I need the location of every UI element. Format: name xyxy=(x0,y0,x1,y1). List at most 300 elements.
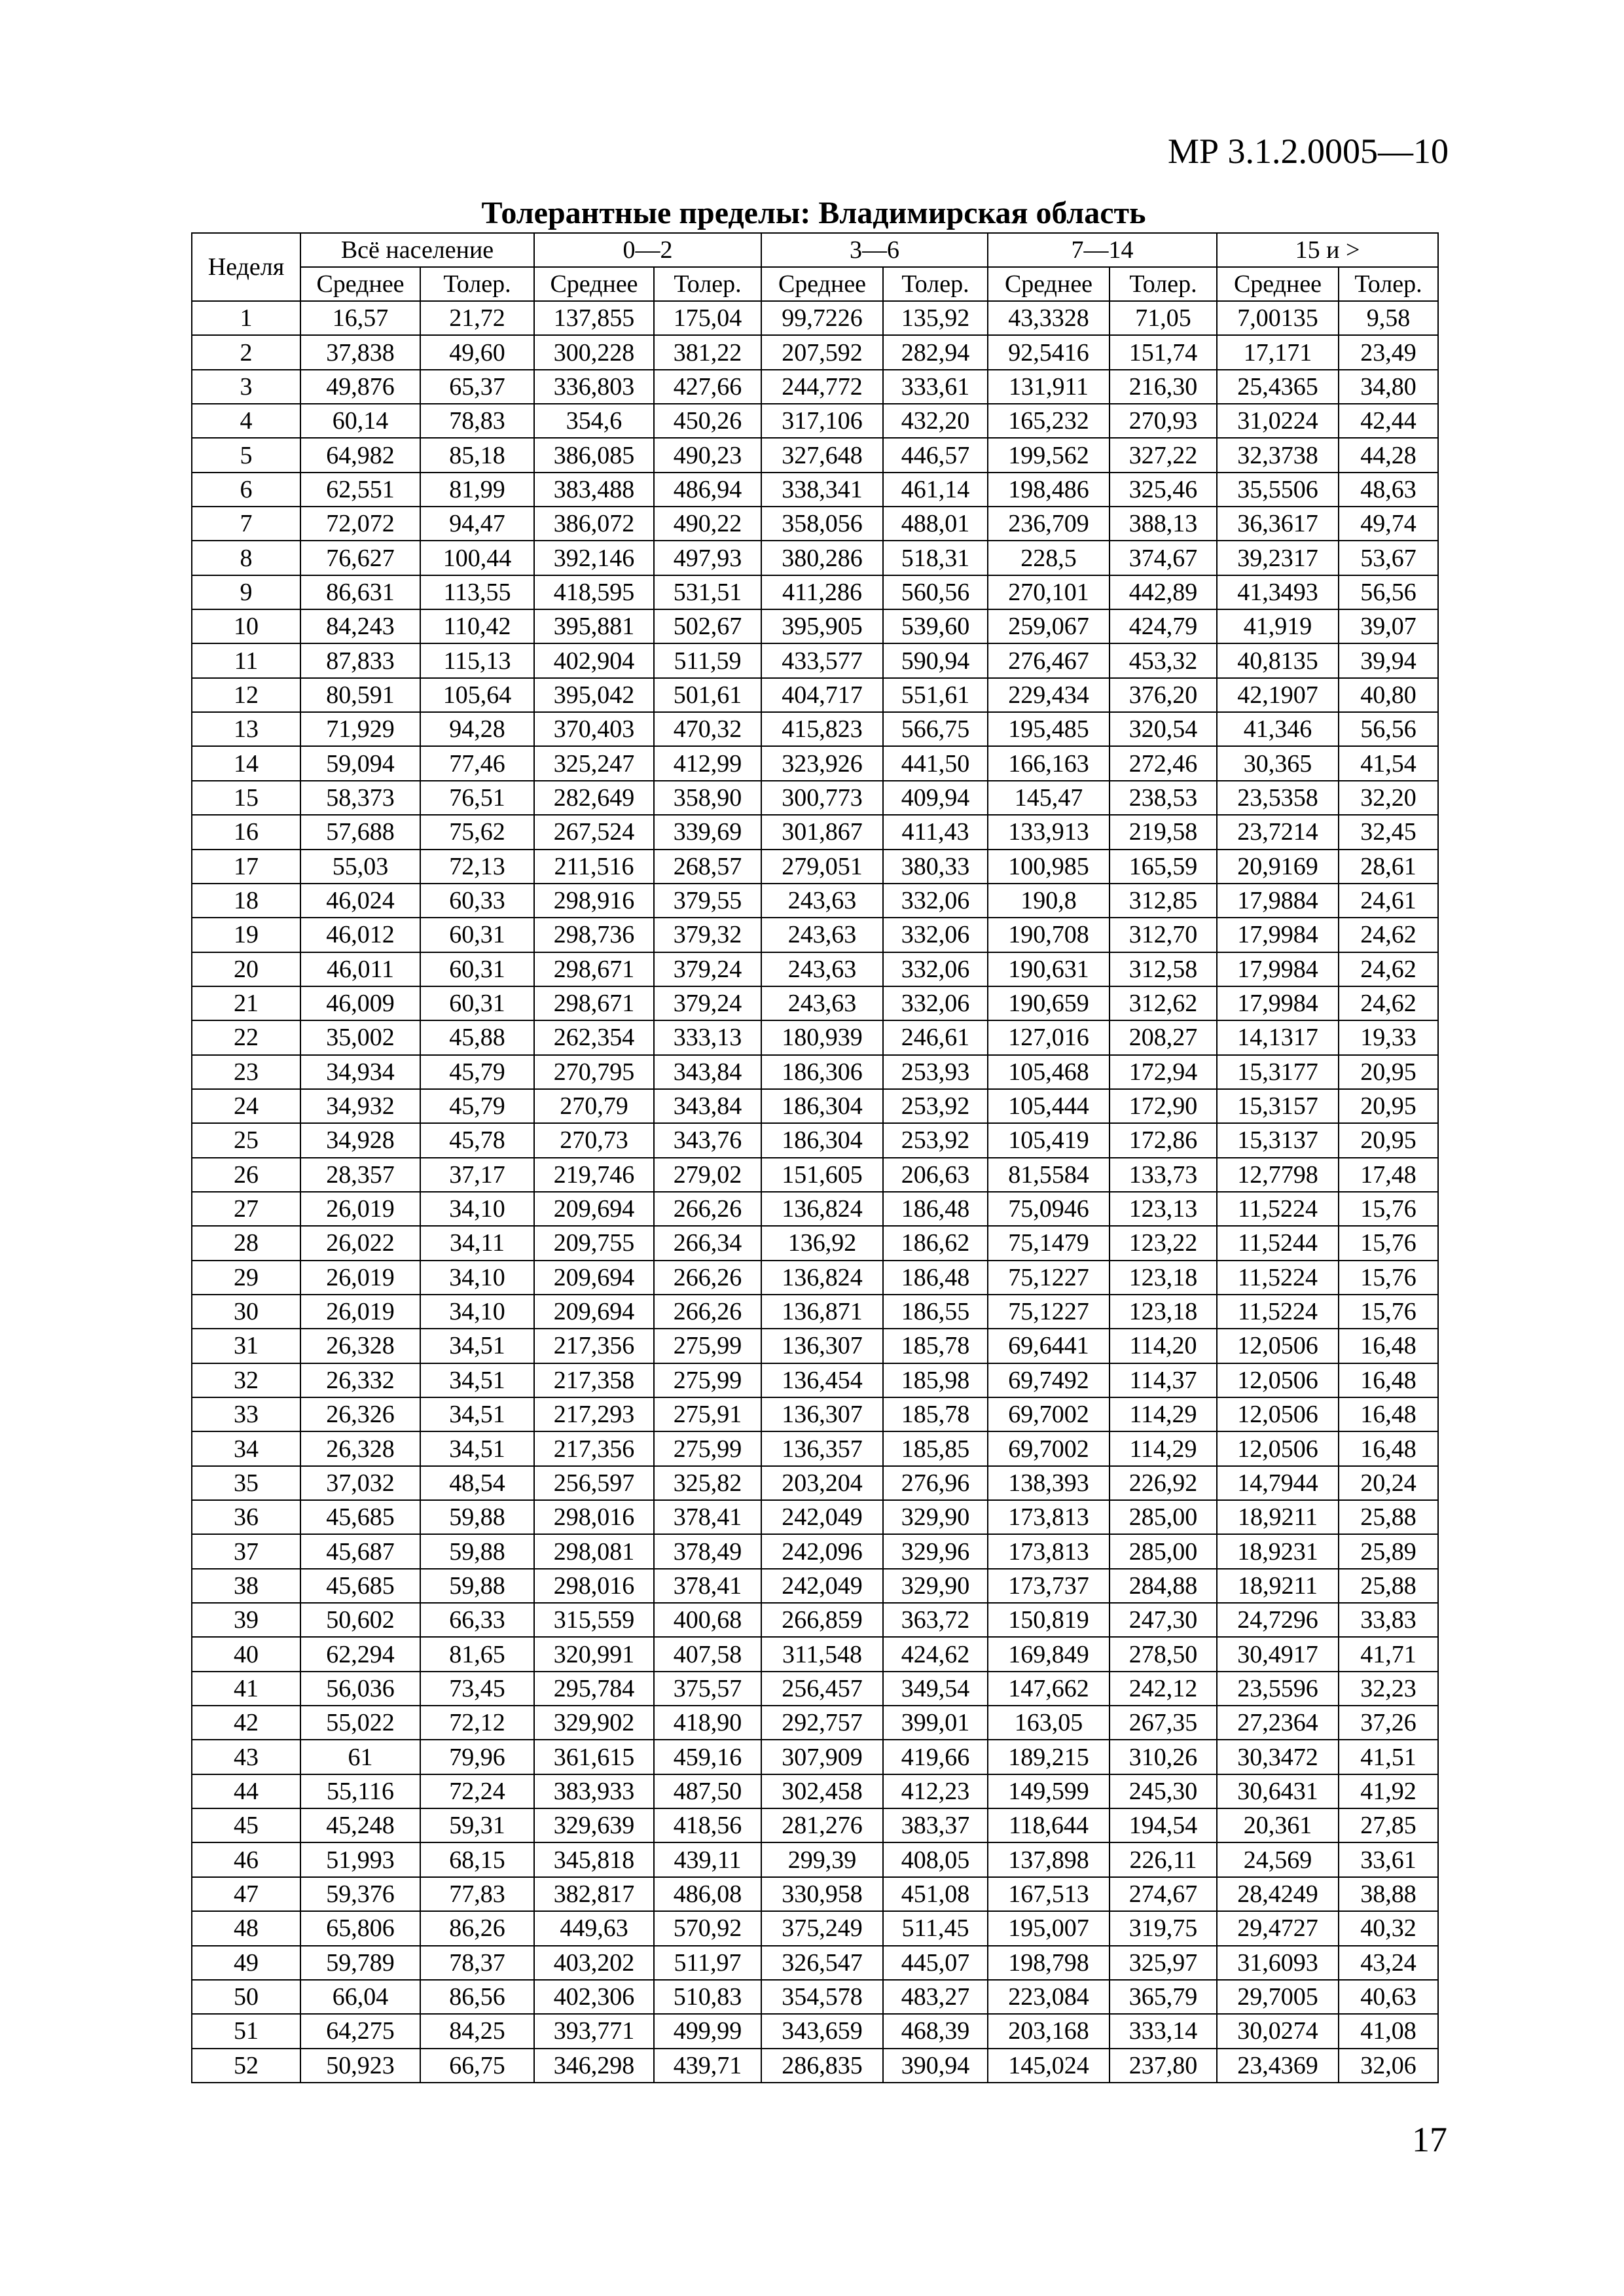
tolerance-table xyxy=(191,232,1439,2083)
value-cell: 242,12 xyxy=(1110,1672,1217,1706)
value-cell: 75,1479 xyxy=(988,1226,1110,1260)
value-cell: 274,67 xyxy=(1110,1877,1217,1911)
value-cell: 511,97 xyxy=(654,1946,761,1980)
value-cell: 446,57 xyxy=(883,438,988,472)
value-cell: 402,904 xyxy=(534,643,654,677)
group-header: Всё население xyxy=(300,233,534,267)
table-row xyxy=(192,1397,1438,1431)
value-cell: 228,5 xyxy=(988,541,1110,575)
value-cell: 320,991 xyxy=(534,1637,654,1671)
value-cell: 317,106 xyxy=(761,404,883,438)
value-cell: 487,50 xyxy=(654,1774,761,1808)
value-cell: 167,513 xyxy=(988,1877,1110,1911)
value-cell: 165,59 xyxy=(1110,850,1217,884)
value-cell: 185,78 xyxy=(883,1329,988,1363)
value-cell: 118,644 xyxy=(988,1808,1110,1842)
value-cell: 105,468 xyxy=(988,1055,1110,1089)
value-cell: 415,823 xyxy=(761,712,883,746)
value-cell: 320,54 xyxy=(1110,712,1217,746)
value-cell: 502,67 xyxy=(654,609,761,643)
value-cell: 81,99 xyxy=(420,473,534,507)
value-cell: 186,48 xyxy=(883,1192,988,1226)
table-title: Толерантные пределы: Владимирская область xyxy=(481,196,1146,230)
value-cell: 307,909 xyxy=(761,1740,883,1774)
value-cell: 488,01 xyxy=(883,507,988,541)
value-cell: 238,53 xyxy=(1110,781,1217,815)
value-cell: 325,46 xyxy=(1110,473,1217,507)
value-cell: 217,358 xyxy=(534,1363,654,1397)
table-row xyxy=(192,712,1438,746)
value-cell: 216,30 xyxy=(1110,370,1217,404)
value-cell: 325,82 xyxy=(654,1466,761,1500)
value-cell: 295,784 xyxy=(534,1672,654,1706)
value-cell: 244,772 xyxy=(761,370,883,404)
value-cell: 75,0946 xyxy=(988,1192,1110,1226)
value-cell: 46,011 xyxy=(300,952,420,986)
value-cell: 253,93 xyxy=(883,1055,988,1089)
value-cell: 259,067 xyxy=(988,609,1110,643)
value-cell: 275,91 xyxy=(654,1397,761,1431)
table-row xyxy=(192,746,1438,780)
value-cell: 267,524 xyxy=(534,815,654,849)
week-cell: 10 xyxy=(192,609,300,643)
value-cell: 531,51 xyxy=(654,575,761,609)
value-cell: 113,55 xyxy=(420,575,534,609)
week-cell: 48 xyxy=(192,1911,300,1945)
value-cell: 12,0506 xyxy=(1217,1363,1339,1397)
value-cell: 32,23 xyxy=(1339,1672,1438,1706)
value-cell: 327,648 xyxy=(761,438,883,472)
value-cell: 55,116 xyxy=(300,1774,420,1808)
value-cell: 186,304 xyxy=(761,1123,883,1157)
value-cell: 30,6431 xyxy=(1217,1774,1339,1808)
table-row xyxy=(192,507,1438,541)
value-cell: 150,819 xyxy=(988,1603,1110,1637)
value-cell: 35,5506 xyxy=(1217,473,1339,507)
table-row xyxy=(192,1980,1438,2014)
value-cell: 79,96 xyxy=(420,1740,534,1774)
week-cell: 25 xyxy=(192,1123,300,1157)
value-cell: 194,54 xyxy=(1110,1808,1217,1842)
value-cell: 145,024 xyxy=(988,2049,1110,2083)
value-cell: 48,63 xyxy=(1339,473,1438,507)
week-cell: 30 xyxy=(192,1295,300,1329)
value-cell: 17,9884 xyxy=(1217,884,1339,918)
value-cell: 34,10 xyxy=(420,1192,534,1226)
value-cell: 275,99 xyxy=(654,1431,761,1465)
value-cell: 483,27 xyxy=(883,1980,988,2014)
week-cell: 32 xyxy=(192,1363,300,1397)
value-cell: 266,26 xyxy=(654,1261,761,1295)
value-cell: 136,871 xyxy=(761,1295,883,1329)
value-cell: 11,5224 xyxy=(1217,1295,1339,1329)
week-cell: 40 xyxy=(192,1637,300,1671)
value-cell: 21,72 xyxy=(420,301,534,335)
value-cell: 383,488 xyxy=(534,473,654,507)
subheader-tolerance: Толер. xyxy=(1339,267,1438,301)
value-cell: 24,569 xyxy=(1217,1842,1339,1876)
value-cell: 186,55 xyxy=(883,1295,988,1329)
value-cell: 403,202 xyxy=(534,1946,654,1980)
week-cell: 20 xyxy=(192,952,300,986)
value-cell: 56,56 xyxy=(1339,712,1438,746)
value-cell: 133,913 xyxy=(988,815,1110,849)
group-header: 15 и > xyxy=(1217,233,1438,267)
value-cell: 32,20 xyxy=(1339,781,1438,815)
value-cell: 217,293 xyxy=(534,1397,654,1431)
value-cell: 439,11 xyxy=(654,1842,761,1876)
value-cell: 42,44 xyxy=(1339,404,1438,438)
table-row xyxy=(192,575,1438,609)
value-cell: 301,867 xyxy=(761,815,883,849)
value-cell: 339,69 xyxy=(654,815,761,849)
value-cell: 256,597 xyxy=(534,1466,654,1500)
value-cell: 186,304 xyxy=(761,1089,883,1123)
value-cell: 49,74 xyxy=(1339,507,1438,541)
value-cell: 566,75 xyxy=(883,712,988,746)
value-cell: 424,62 xyxy=(883,1637,988,1671)
value-cell: 333,14 xyxy=(1110,2014,1217,2048)
value-cell: 37,17 xyxy=(420,1158,534,1192)
value-cell: 486,94 xyxy=(654,473,761,507)
table-row xyxy=(192,609,1438,643)
week-cell: 17 xyxy=(192,850,300,884)
value-cell: 37,838 xyxy=(300,335,420,369)
value-cell: 20,95 xyxy=(1339,1089,1438,1123)
value-cell: 243,63 xyxy=(761,884,883,918)
week-cell: 12 xyxy=(192,678,300,712)
value-cell: 441,50 xyxy=(883,746,988,780)
value-cell: 25,4365 xyxy=(1217,370,1339,404)
week-cell: 24 xyxy=(192,1089,300,1123)
table-row xyxy=(192,1158,1438,1192)
value-cell: 302,458 xyxy=(761,1774,883,1808)
value-cell: 380,286 xyxy=(761,541,883,575)
group-header: 3—6 xyxy=(761,233,988,267)
value-cell: 382,817 xyxy=(534,1877,654,1911)
value-cell: 378,49 xyxy=(654,1534,761,1568)
value-cell: 282,649 xyxy=(534,781,654,815)
value-cell: 45,88 xyxy=(420,1020,534,1054)
value-cell: 209,755 xyxy=(534,1226,654,1260)
table-row xyxy=(192,850,1438,884)
value-cell: 379,32 xyxy=(654,918,761,952)
value-cell: 338,341 xyxy=(761,473,883,507)
value-cell: 23,7214 xyxy=(1217,815,1339,849)
value-cell: 424,79 xyxy=(1110,609,1217,643)
group-header-row xyxy=(192,233,1438,267)
value-cell: 123,18 xyxy=(1110,1295,1217,1329)
value-cell: 24,61 xyxy=(1339,884,1438,918)
value-cell: 404,717 xyxy=(761,678,883,712)
value-cell: 114,29 xyxy=(1110,1431,1217,1465)
value-cell: 275,99 xyxy=(654,1329,761,1363)
value-cell: 29,4727 xyxy=(1217,1911,1339,1945)
week-cell: 36 xyxy=(192,1500,300,1534)
value-cell: 40,8135 xyxy=(1217,643,1339,677)
value-cell: 242,049 xyxy=(761,1569,883,1603)
value-cell: 378,41 xyxy=(654,1569,761,1603)
value-cell: 285,00 xyxy=(1110,1534,1217,1568)
value-cell: 41,51 xyxy=(1339,1740,1438,1774)
value-cell: 59,094 xyxy=(300,746,420,780)
subheader-mean: Среднее xyxy=(988,267,1110,301)
week-cell: 42 xyxy=(192,1706,300,1740)
value-cell: 147,662 xyxy=(988,1672,1110,1706)
value-cell: 17,9984 xyxy=(1217,918,1339,952)
value-cell: 136,92 xyxy=(761,1226,883,1260)
value-cell: 409,94 xyxy=(883,781,988,815)
week-cell: 19 xyxy=(192,918,300,952)
value-cell: 285,00 xyxy=(1110,1500,1217,1534)
value-cell: 149,599 xyxy=(988,1774,1110,1808)
value-cell: 219,58 xyxy=(1110,815,1217,849)
value-cell: 86,26 xyxy=(420,1911,534,1945)
week-cell: 7 xyxy=(192,507,300,541)
value-cell: 323,926 xyxy=(761,746,883,780)
table-row xyxy=(192,918,1438,952)
value-cell: 27,85 xyxy=(1339,1808,1438,1842)
value-cell: 268,57 xyxy=(654,850,761,884)
value-cell: 267,35 xyxy=(1110,1706,1217,1740)
value-cell: 138,393 xyxy=(988,1466,1110,1500)
value-cell: 151,74 xyxy=(1110,335,1217,369)
subheader-mean: Среднее xyxy=(761,267,883,301)
table-row xyxy=(192,1055,1438,1089)
value-cell: 77,83 xyxy=(420,1877,534,1911)
value-cell: 12,0506 xyxy=(1217,1431,1339,1465)
value-cell: 26,019 xyxy=(300,1295,420,1329)
week-cell: 2 xyxy=(192,335,300,369)
value-cell: 16,48 xyxy=(1339,1397,1438,1431)
value-cell: 490,23 xyxy=(654,438,761,472)
value-cell: 15,76 xyxy=(1339,1226,1438,1260)
value-cell: 336,803 xyxy=(534,370,654,404)
value-cell: 445,07 xyxy=(883,1946,988,1980)
value-cell: 390,94 xyxy=(883,2049,988,2083)
value-cell: 78,37 xyxy=(420,1946,534,1980)
week-cell: 31 xyxy=(192,1329,300,1363)
value-cell: 49,60 xyxy=(420,335,534,369)
value-cell: 50,602 xyxy=(300,1603,420,1637)
value-cell: 253,92 xyxy=(883,1123,988,1157)
value-cell: 27,2364 xyxy=(1217,1706,1339,1740)
week-cell: 15 xyxy=(192,781,300,815)
value-cell: 226,92 xyxy=(1110,1466,1217,1500)
value-cell: 75,1227 xyxy=(988,1295,1110,1329)
week-cell: 38 xyxy=(192,1569,300,1603)
week-cell: 23 xyxy=(192,1055,300,1089)
value-cell: 59,789 xyxy=(300,1946,420,1980)
value-cell: 198,798 xyxy=(988,1946,1110,1980)
value-cell: 105,419 xyxy=(988,1123,1110,1157)
value-cell: 243,63 xyxy=(761,918,883,952)
week-cell: 37 xyxy=(192,1534,300,1568)
value-cell: 72,13 xyxy=(420,850,534,884)
table-row xyxy=(192,541,1438,575)
value-cell: 209,694 xyxy=(534,1295,654,1329)
value-cell: 330,958 xyxy=(761,1877,883,1911)
value-cell: 137,898 xyxy=(988,1842,1110,1876)
value-cell: 383,933 xyxy=(534,1774,654,1808)
value-cell: 71,929 xyxy=(300,712,420,746)
value-cell: 379,55 xyxy=(654,884,761,918)
value-cell: 114,37 xyxy=(1110,1363,1217,1397)
value-cell: 65,37 xyxy=(420,370,534,404)
value-cell: 276,467 xyxy=(988,643,1110,677)
value-cell: 136,824 xyxy=(761,1261,883,1295)
value-cell: 34,928 xyxy=(300,1123,420,1157)
value-cell: 62,551 xyxy=(300,473,420,507)
value-cell: 246,61 xyxy=(883,1020,988,1054)
table-row xyxy=(192,1226,1438,1260)
value-cell: 32,45 xyxy=(1339,815,1438,849)
value-cell: 12,0506 xyxy=(1217,1329,1339,1363)
value-cell: 266,26 xyxy=(654,1295,761,1329)
value-cell: 76,627 xyxy=(300,541,420,575)
value-cell: 60,31 xyxy=(420,952,534,986)
value-cell: 34,932 xyxy=(300,1089,420,1123)
value-cell: 34,51 xyxy=(420,1397,534,1431)
value-cell: 345,818 xyxy=(534,1842,654,1876)
value-cell: 14,1317 xyxy=(1217,1020,1339,1054)
value-cell: 45,79 xyxy=(420,1055,534,1089)
value-cell: 299,39 xyxy=(761,1842,883,1876)
value-cell: 470,32 xyxy=(654,712,761,746)
value-cell: 510,83 xyxy=(654,1980,761,2014)
value-cell: 59,88 xyxy=(420,1534,534,1568)
value-cell: 41,54 xyxy=(1339,746,1438,780)
value-cell: 172,90 xyxy=(1110,1089,1217,1123)
value-cell: 262,354 xyxy=(534,1020,654,1054)
value-cell: 266,859 xyxy=(761,1603,883,1637)
value-cell: 419,66 xyxy=(883,1740,988,1774)
value-cell: 298,736 xyxy=(534,918,654,952)
value-cell: 123,13 xyxy=(1110,1192,1217,1226)
table-row xyxy=(192,1603,1438,1637)
value-cell: 123,18 xyxy=(1110,1261,1217,1295)
value-cell: 400,68 xyxy=(654,1603,761,1637)
value-cell: 270,79 xyxy=(534,1089,654,1123)
value-cell: 26,332 xyxy=(300,1363,420,1397)
page-number: 17 xyxy=(1412,2120,1447,2159)
value-cell: 450,26 xyxy=(654,404,761,438)
value-cell: 15,76 xyxy=(1339,1295,1438,1329)
value-cell: 20,95 xyxy=(1339,1123,1438,1157)
value-cell: 185,85 xyxy=(883,1431,988,1465)
value-cell: 386,072 xyxy=(534,507,654,541)
value-cell: 375,57 xyxy=(654,1672,761,1706)
value-cell: 105,64 xyxy=(420,678,534,712)
value-cell: 24,62 xyxy=(1339,986,1438,1020)
value-cell: 59,376 xyxy=(300,1877,420,1911)
value-cell: 12,7798 xyxy=(1217,1158,1339,1192)
value-cell: 186,48 xyxy=(883,1261,988,1295)
value-cell: 123,22 xyxy=(1110,1226,1217,1260)
value-cell: 326,547 xyxy=(761,1946,883,1980)
value-cell: 343,76 xyxy=(654,1123,761,1157)
value-cell: 411,286 xyxy=(761,575,883,609)
value-cell: 136,454 xyxy=(761,1363,883,1397)
value-cell: 20,24 xyxy=(1339,1466,1438,1500)
value-cell: 217,356 xyxy=(534,1329,654,1363)
group-header: 7—14 xyxy=(988,233,1217,267)
value-cell: 395,905 xyxy=(761,609,883,643)
value-cell: 407,58 xyxy=(654,1637,761,1671)
value-cell: 30,4917 xyxy=(1217,1637,1339,1671)
table-row xyxy=(192,1295,1438,1329)
value-cell: 64,275 xyxy=(300,2014,420,2048)
value-cell: 33,61 xyxy=(1339,1842,1438,1876)
value-cell: 136,307 xyxy=(761,1397,883,1431)
value-cell: 36,3617 xyxy=(1217,507,1339,541)
value-cell: 412,99 xyxy=(654,746,761,780)
value-cell: 195,485 xyxy=(988,712,1110,746)
value-cell: 163,05 xyxy=(988,1706,1110,1740)
value-cell: 81,5584 xyxy=(988,1158,1110,1192)
value-cell: 185,78 xyxy=(883,1397,988,1431)
value-cell: 87,833 xyxy=(300,643,420,677)
week-cell: 5 xyxy=(192,438,300,472)
value-cell: 37,032 xyxy=(300,1466,420,1500)
value-cell: 329,90 xyxy=(883,1500,988,1534)
value-cell: 173,737 xyxy=(988,1569,1110,1603)
value-cell: 499,99 xyxy=(654,2014,761,2048)
value-cell: 136,824 xyxy=(761,1192,883,1226)
value-cell: 45,685 xyxy=(300,1500,420,1534)
value-cell: 395,881 xyxy=(534,609,654,643)
value-cell: 433,577 xyxy=(761,643,883,677)
value-cell: 75,1227 xyxy=(988,1261,1110,1295)
table-row xyxy=(192,438,1438,472)
value-cell: 60,14 xyxy=(300,404,420,438)
value-cell: 408,05 xyxy=(883,1842,988,1876)
value-cell: 190,659 xyxy=(988,986,1110,1020)
value-cell: 292,757 xyxy=(761,1706,883,1740)
value-cell: 46,009 xyxy=(300,986,420,1020)
value-cell: 41,3493 xyxy=(1217,575,1339,609)
value-cell: 219,746 xyxy=(534,1158,654,1192)
value-cell: 312,58 xyxy=(1110,952,1217,986)
value-cell: 64,982 xyxy=(300,438,420,472)
value-cell: 28,4249 xyxy=(1217,1877,1339,1911)
value-cell: 55,03 xyxy=(300,850,420,884)
value-cell: 539,60 xyxy=(883,609,988,643)
value-cell: 41,346 xyxy=(1217,712,1339,746)
table-row xyxy=(192,1363,1438,1397)
value-cell: 298,916 xyxy=(534,884,654,918)
value-cell: 41,92 xyxy=(1339,1774,1438,1808)
value-cell: 16,48 xyxy=(1339,1431,1438,1465)
value-cell: 131,911 xyxy=(988,370,1110,404)
subheader-tolerance: Толер. xyxy=(1110,267,1217,301)
value-cell: 32,3738 xyxy=(1217,438,1339,472)
value-cell: 209,694 xyxy=(534,1192,654,1226)
week-cell: 16 xyxy=(192,815,300,849)
value-cell: 29,7005 xyxy=(1217,1980,1339,2014)
value-cell: 590,94 xyxy=(883,643,988,677)
week-cell: 41 xyxy=(192,1672,300,1706)
value-cell: 381,22 xyxy=(654,335,761,369)
value-cell: 32,06 xyxy=(1339,2049,1438,2083)
table-row xyxy=(192,1774,1438,1808)
subheader-mean: Среднее xyxy=(1217,267,1339,301)
value-cell: 20,95 xyxy=(1339,1055,1438,1089)
value-cell: 77,46 xyxy=(420,746,534,780)
week-cell: 27 xyxy=(192,1192,300,1226)
week-cell: 45 xyxy=(192,1808,300,1842)
value-cell: 56,56 xyxy=(1339,575,1438,609)
